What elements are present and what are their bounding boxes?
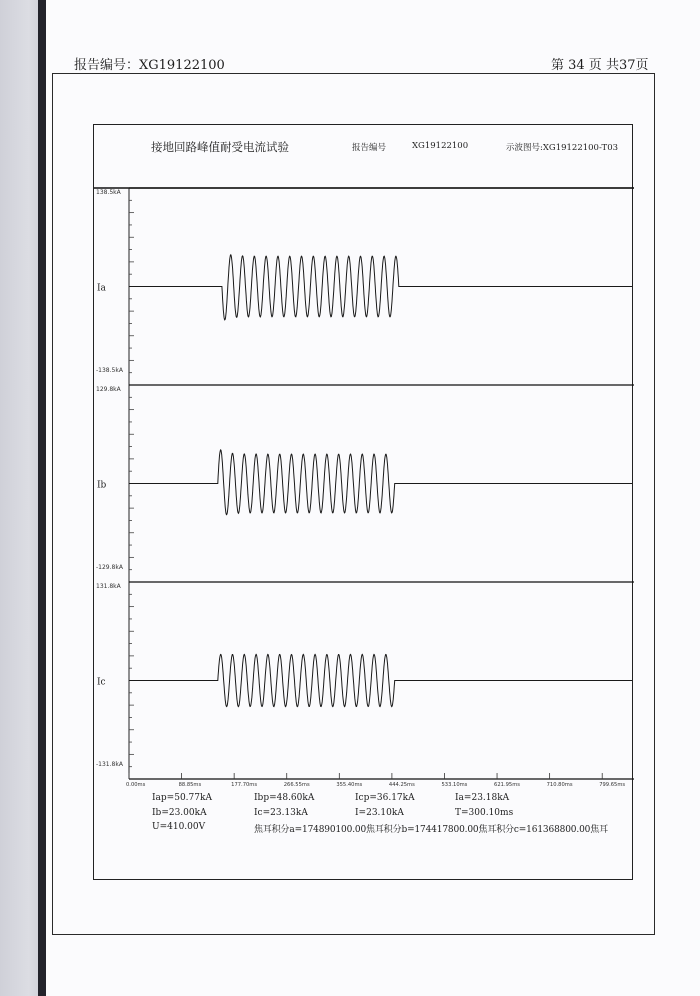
channel-label-ic: Ic	[97, 677, 106, 688]
x-tick-label: 355.40ms	[336, 782, 363, 788]
x-tick-label: 533.10ms	[441, 782, 468, 788]
result-ic: Ic=23.13kA	[254, 808, 308, 818]
waveform-ib	[129, 450, 632, 515]
channel-label-ia: Ia	[97, 283, 106, 294]
book-spine	[38, 0, 46, 996]
waveform-ia	[129, 255, 632, 320]
ymin-label-ic: -131.8kA	[96, 761, 123, 768]
x-tick-label: 621.95ms	[494, 782, 520, 788]
oscillogram-chart	[93, 124, 633, 880]
waveform-ic	[129, 654, 632, 706]
channel-label-ib: Ib	[97, 480, 107, 491]
result-voltage: U=410.00V	[152, 822, 206, 832]
result-icp: Icp=36.17kA	[355, 793, 415, 803]
figure-number: 示波图号:XG19122100-T03	[506, 143, 619, 153]
report-number-label: 报告编号	[352, 143, 387, 153]
x-tick-label: 799.65ms	[599, 782, 626, 788]
result-t: T=300.10ms	[455, 808, 514, 818]
result-ib: Ib=23.00kA	[152, 808, 207, 818]
report-number-header: 报告编号：XG19122100	[74, 58, 225, 73]
page-number: 第 34 页 共37页	[551, 58, 649, 73]
waveform-plot	[94, 125, 634, 881]
result-iap: Iap=50.77kA	[152, 793, 212, 803]
ymax-label-ib: 129.8kA	[96, 386, 121, 393]
x-tick-label: 0.00ms	[126, 782, 146, 788]
result-i: I=23.10kA	[355, 808, 404, 818]
x-tick-label: 177.70ms	[231, 782, 258, 788]
ymin-label-ia: -138.5kA	[96, 367, 123, 374]
ymax-label-ic: 131.8kA	[96, 583, 121, 590]
ymin-label-ib: -129.8kA	[96, 564, 123, 571]
x-tick-label: 266.55ms	[283, 782, 310, 788]
report-number-value: XG19122100	[412, 141, 469, 151]
x-tick-label: 88.85ms	[178, 782, 202, 788]
test-title: 接地回路峰值耐受电流试验	[151, 140, 289, 154]
result-joule-integral: 焦耳积分a=174890100.00焦耳积分b=174417800.00焦耳积分c=161368800.00焦耳	[254, 825, 608, 835]
result-ia: Ia=23.18kA	[455, 793, 510, 803]
result-ibp: Ibp=48.60kA	[254, 793, 315, 803]
x-tick-label: 710.80ms	[546, 782, 573, 788]
ymax-label-ia: 138.5kA	[96, 189, 121, 196]
x-tick-label: 444.25ms	[388, 782, 415, 788]
